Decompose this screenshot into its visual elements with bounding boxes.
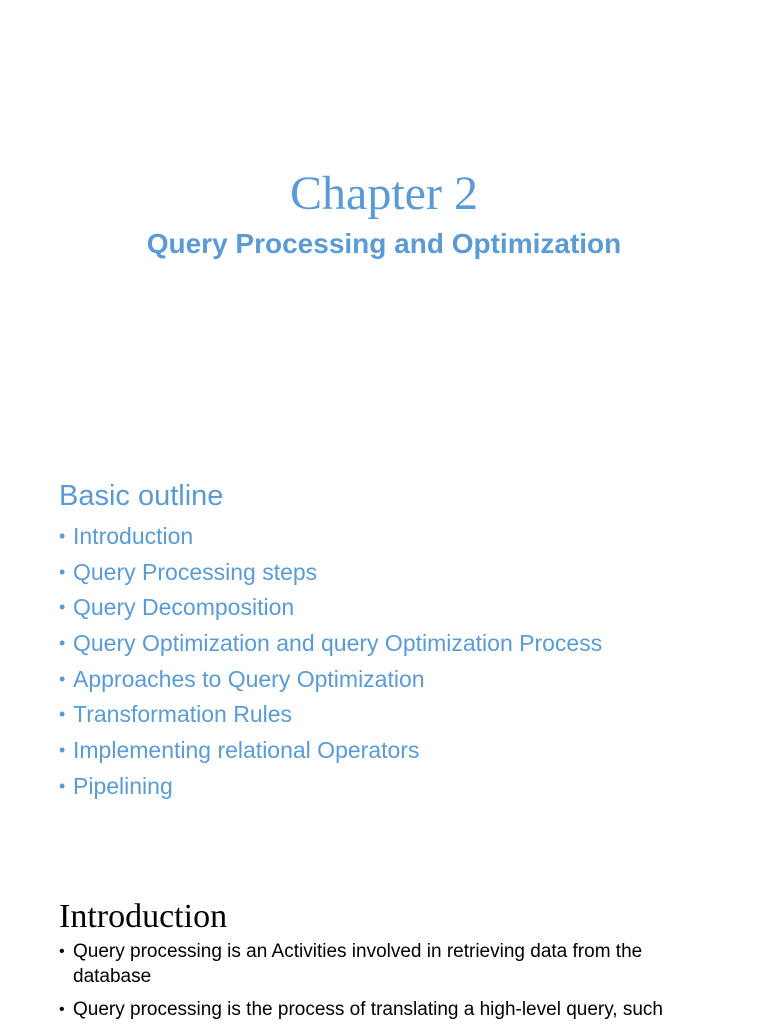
outline-item [59, 521, 602, 557]
bullet-icon: • [59, 740, 66, 761]
bullet-icon: • [59, 526, 66, 546]
intro-heading: Introduction [59, 898, 228, 935]
bullet-icon: • [59, 704, 66, 725]
outline-slide [0, 448, 768, 880]
outline-item-label: Introduction [73, 523, 194, 549]
outline-list [59, 521, 602, 807]
intro-bullet [59, 939, 719, 989]
outline-item [59, 557, 602, 593]
intro-bullet [59, 997, 719, 1022]
outline-item-label: Transformation Rules [73, 701, 293, 728]
bullet-icon: • [59, 597, 66, 618]
bullet-icon: • [59, 1001, 65, 1018]
bullet-icon: • [59, 775, 66, 796]
bullet-icon: • [59, 668, 66, 689]
chapter-heading: Chapter 2 [290, 167, 478, 220]
outline-item [59, 664, 602, 700]
intro-bullet-list [59, 939, 719, 1030]
outline-item-label: Query Optimization and query Optimization Process [73, 630, 603, 657]
title-slide [0, 0, 768, 448]
outline-heading: Basic outline [59, 480, 224, 512]
bullet-icon: • [59, 561, 66, 582]
intro-bullet-text: Query processing is the process of translating a high-level query, such [73, 999, 664, 1020]
outline-item [59, 628, 602, 664]
outline-item [59, 771, 602, 807]
intro-bullet-text: Query processing is an Activities involved in retrieving data from the database [73, 941, 643, 987]
outline-item-label: Query Decomposition [73, 594, 295, 621]
outline-item [59, 699, 602, 735]
bullet-icon: • [59, 633, 66, 654]
chapter-subtitle: Query Processing and Optimization [146, 228, 622, 259]
outline-item-label: Implementing relational Operators [73, 737, 420, 764]
outline-item [59, 592, 602, 628]
outline-item [59, 735, 602, 771]
outline-item-label: Pipelining [73, 772, 173, 799]
introduction-slide [0, 880, 768, 1024]
bullet-icon: • [59, 943, 65, 960]
outline-item-label: Query Processing steps [73, 558, 318, 585]
outline-item-label: Approaches to Query Optimization [73, 665, 425, 692]
